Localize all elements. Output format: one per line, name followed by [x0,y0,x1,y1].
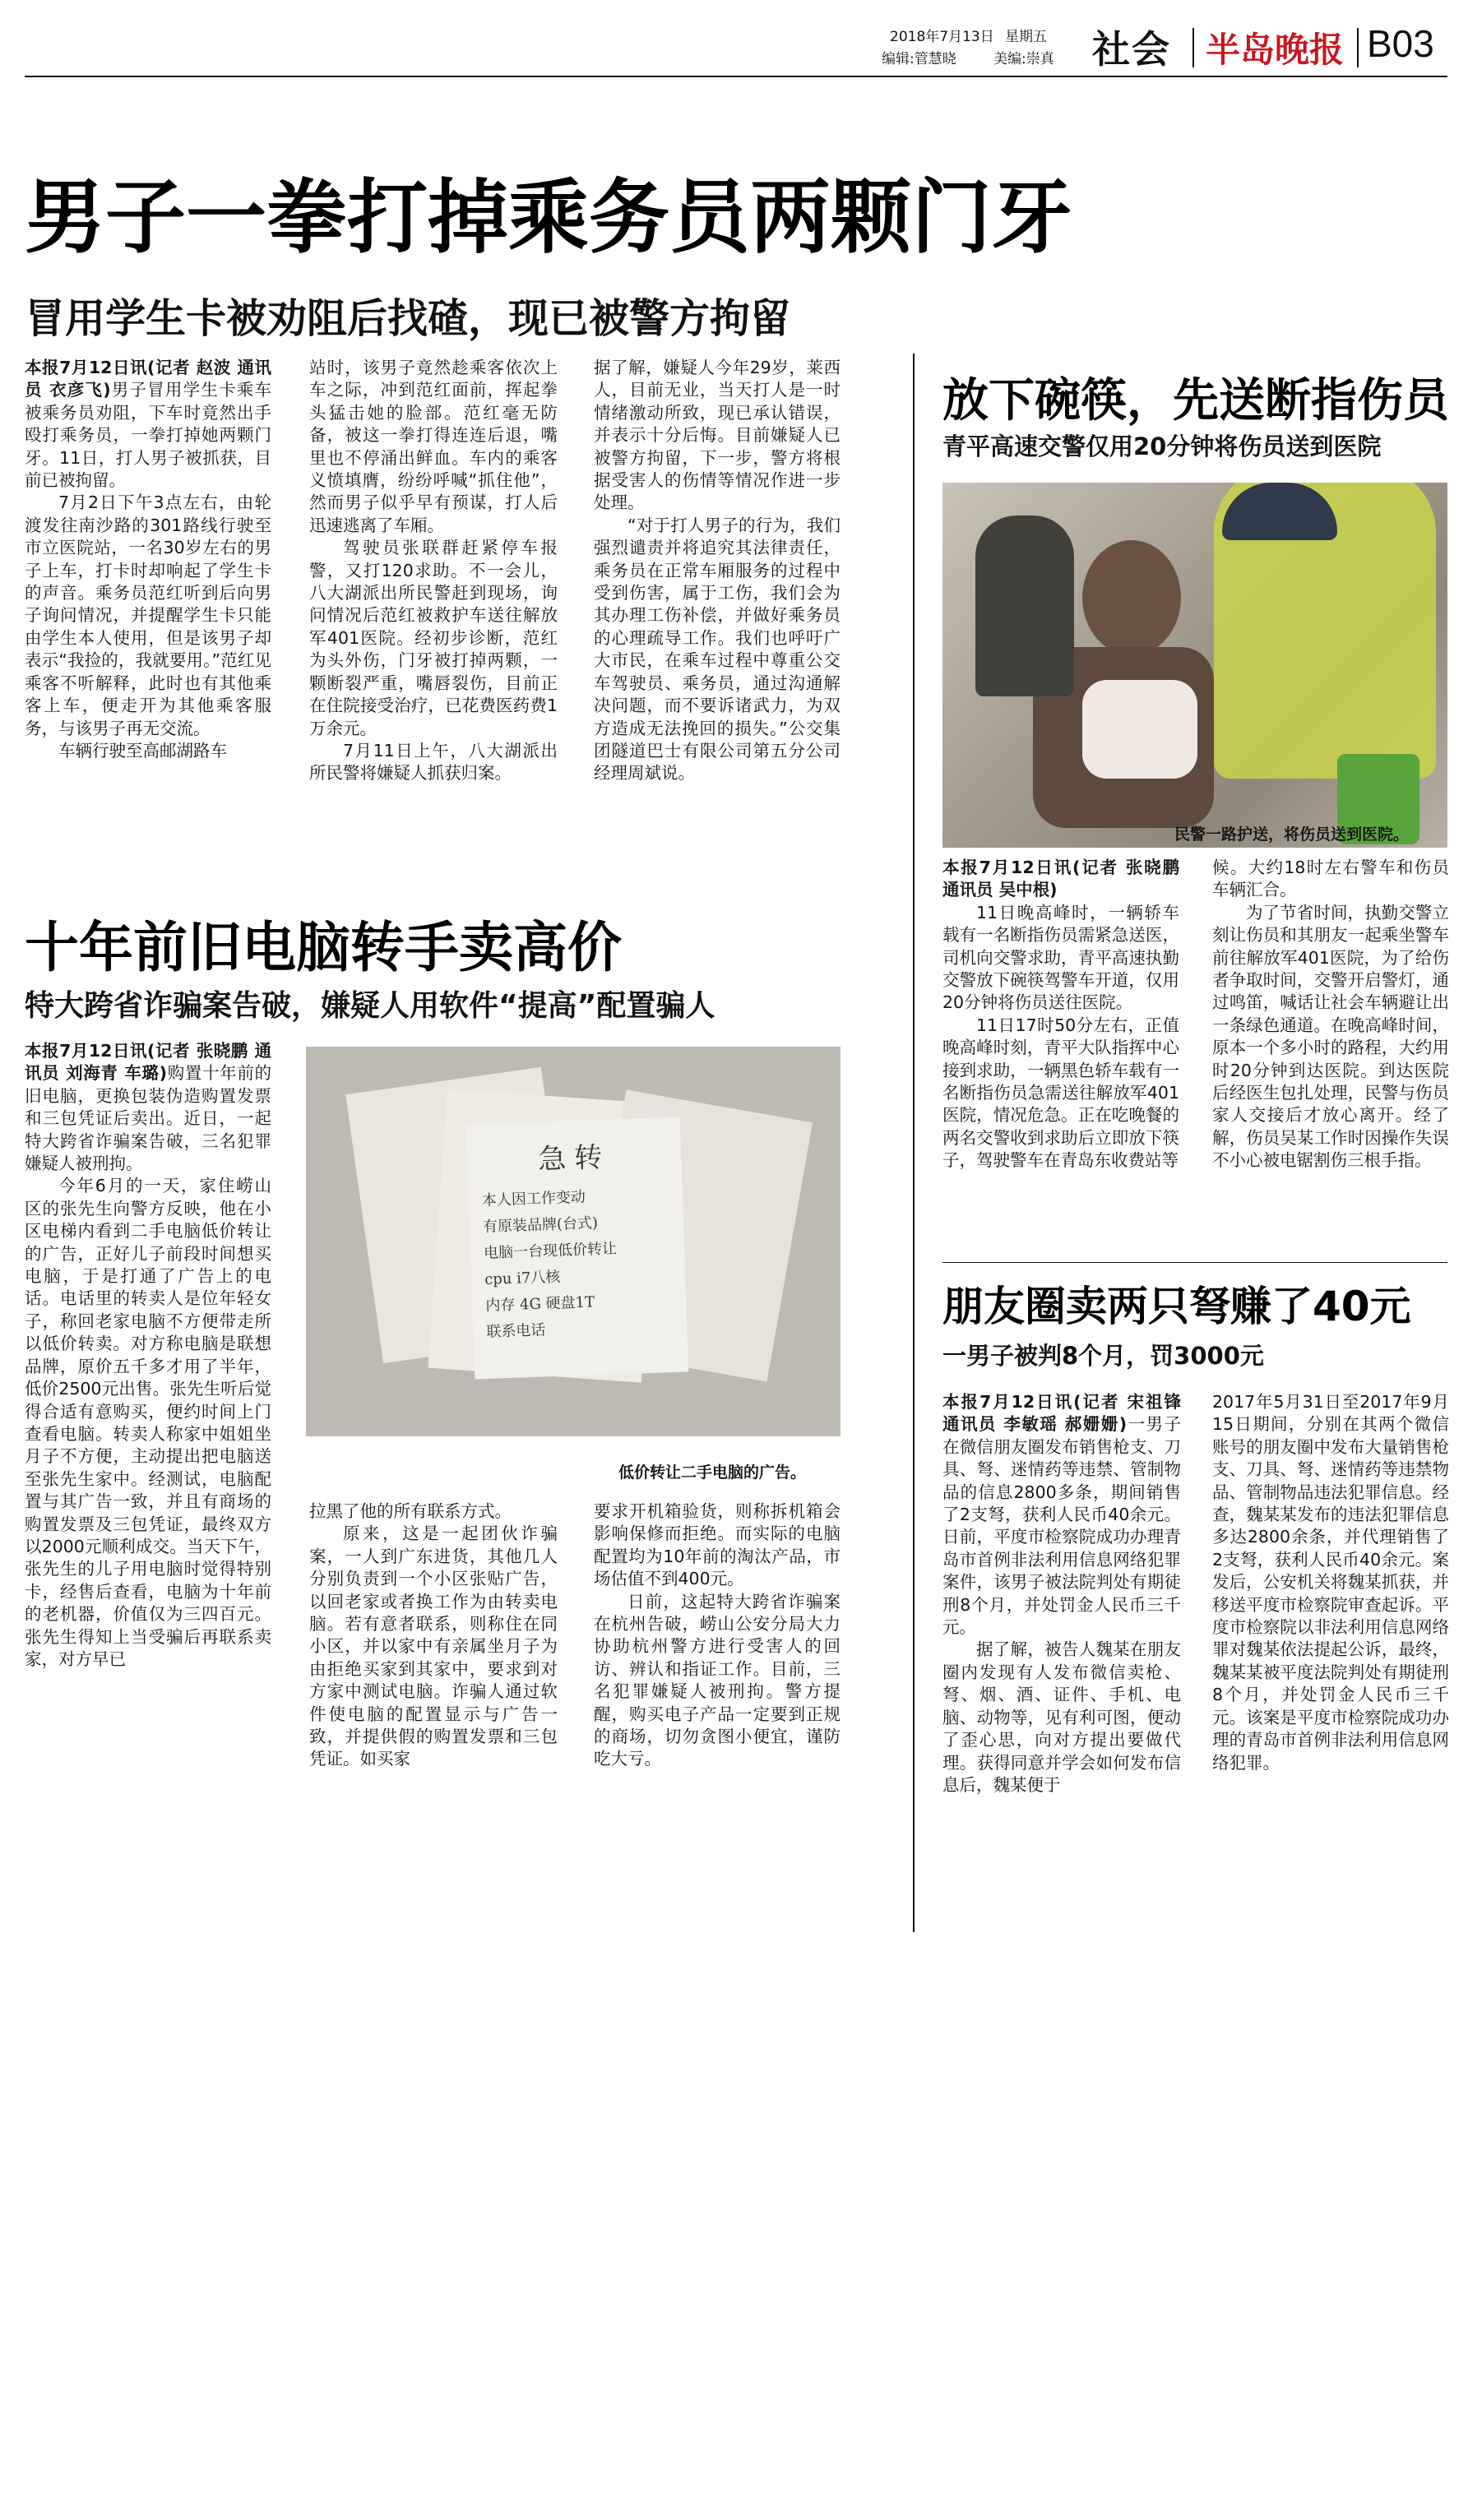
article1-col3: 据了解，嫌疑人今年29岁，莱西人，目前无业，当天打人是一时情绪激动所致，现已承认错误，并表示十分后悔。目前嫌疑人已被警方拘留，下一步，警方将根据受害人的伤情等情况作进一步处理。 “对于打人男子的行为，我们强烈谴责并将追究其法律责任，乘务员在正常车厢服务的过程中受到伤害，属于工伤，我们会为其办理工伤补偿，并做好乘务员的心理疏导工作。我们也呼吁广大市民，在乘车过程中尊重公交车驾驶员、乘务员，通过沟通解决问题，而不要诉诸武力，为双方造成无法挽回的损失。”公交集团隧道巴士有限公司第五分公司经理周斌说。 [594,358,841,784]
article1-headline: 男子一拳打掉乘务员两颗门牙 [25,171,1073,265]
flyer-line: 电脑一台现低价转让 [483,1240,618,1262]
police-photo [942,483,1447,848]
bandage [1082,680,1197,779]
article3-byline: 本报7月12日讯(记者 张晓鹏 通讯员 刘海青 车璐) [25,1041,271,1084]
masthead [0,0,1468,90]
flyer-line: 有原装品牌(台式) [482,1214,599,1236]
flyer-line: 联系电话 [486,1321,546,1341]
article2-subhead: 青平高速交警仅用20分钟将伤员送到医院 [942,432,1382,460]
masthead-section: 社会 [1092,27,1171,72]
article1-col2: 站时，该男子竟然趁乘客依次上车之际，冲到范红面前，挥起拳头猛击她的脸部。范红毫无防备，被这一拳打得连连后退，嘴里也不停涌出鲜血。车内的乘客义愤填膺，纷纷呼喊“抓住他”，然而男子似乎早有预谋，打人后迅速逃离了车厢。 驾驶员张联群赶紧停车报警，又打120求助。不一会儿，八大湖派出所民警赶到现场，询问情况后范红被救护车送往解放军401医院。经初步诊断，范红为头外伤，门牙被打掉两颗，一颗断裂严重，嘴唇裂伤，目前正在住院接受治疗，已花费医药费1万余元。 7月11日上午，八大湖派出所民警将嫌疑人抓获归案。 [309,358,558,784]
ad-flyer-caption: 低价转让二手电脑的广告。 [618,1463,807,1482]
article2-bottom-rule [942,1262,1447,1263]
article2-colA: 本报7月12日讯(记者 张晓鹏 通讯员 吴中根) 11日晚高峰时，一辆轿车载有一名断指伤员需紧急送医，司机向交警求助，青平高速执勤交警放下碗筷驾警车开道，仅用20分钟将伤员送往医院。 11日17时50分左右，正值晚高峰时刻，青平大队指挥中心接到求助，一辆黑色轿车载有一名断指伤员急需送往解放军401医院，情况危急。正在吃晚餐的两名交警收到求助后立即放下筷子，驾驶警车在青岛东收费站等 [942,858,1179,1171]
article3-col3: 要求开机箱验货，则称拆机箱会影响保修而拒绝。而实际的电脑配置均为10年前的淘汰产品，市场估值不到400元。 日前，这起特大跨省诈骗案在杭州告破，崂山公安分局大力协助杭州警方进行受害人的回访、辨认和指证工作。目前，三名犯罪嫌疑人被刑拘。警方提醒，购买电子产品一定要到正规的商场，切勿贪图小便宜，谨防吃大亏。 [594,1501,841,1769]
flyer-line: cpu i7八核 [484,1268,561,1288]
article1-col1: 本报7月12日讯(记者 赵波 通讯员 衣彦飞)男子冒用学生卡乘车被乘务员劝阻，下车时竟然出手殴打乘务员，一拳打掉她两颗门牙。11日，打人男子被抓获，目前已被拘留。 7月2日下午3点左右，由轮渡发往南沙路的301路线行驶至市立医院站，一名30岁左右的男子上车，打卡时却响起了学生卡的声音。乘务员范红听到后向男子询问情况，并提醒学生卡只能由学生本人使用，但是该男子却表示“我捡的，我就要用。”范红见乘客不听解释，此时也有其他乘客上车，便走开为其他乘客服务，与该男子再无交流。 车辆行驶至高邮湖路车 [25,358,271,761]
police-photo-caption: 民警一路护送，将伤员送到医院。 [1174,825,1410,844]
article3-col1: 本报7月12日讯(记者 张晓鹏 通讯员 刘海青 车璐)购置十年前的旧电脑，更换包装伪造购置发票和三包凭证后卖出。近日，一起特大跨省诈骗案告破，三名犯罪嫌疑人被刑拘。 今年6月的一天，家住崂山区的张先生向警方反映，他在小区电梯内看到二手电脑低价转让的广告，正好儿子前段时间想买电脑，于是打通了广告上的电话。电话里的转卖人是位年轻女子，称回老家电脑不方便带走所以低价转卖。对方称电脑是联想品牌，原价五千多才用了半年，低价2500元出售。张先生听后觉得合适有意购买，便约时间上门查看电脑。转卖人称家中姐姐坐月子不方便，主动提出把电脑送至张先生家中。经测试，电脑配置与其广告一致，并且有商场的购置发票及三包凭证，最终双方以2000元顺利成交。当天下午，张先生的儿子用电脑时觉得特别卡，经售后查看，电脑为十年前的老机器，价值仅为三四百元。张先生得知上当受骗后再联系卖家，对方早已 [25,1041,271,1669]
masthead-designer: 美编:崇真 [993,51,1054,67]
article4-headline: 朋友圈卖两只弩赚了40元 [942,1283,1411,1330]
article4-colA: 本报7月12日讯(记者 宋祖锋 通讯员 李敏瑶 郝姗姗)一男子在微信朋友圈发布销售枪支、刀具、弩、迷情药等违禁、管制物品的信息2800多条，期间销售了2支弩，获利人民币40余元。日前，平度市检察院成功办理青岛市首例非法利用信息网络犯罪案件，该男子被法院判处有期徒刑8个月，并处罚金人民币三千元。 据了解，被告人魏某在朋友圈内发现有人发布微信卖枪、弩、烟、酒、证件、手机、电脑、动物等，见有利可图，便动了歪心思，向对方提出要做代理。获得同意并学会如何发布信息后，魏某便于 [942,1392,1181,1795]
article3-headline: 十年前旧电脑转手卖高价 [25,916,622,979]
article3-subhead: 特大跨省诈骗案告破，嫌疑人用软件“提高”配置骗人 [25,989,715,1023]
helper-figure [975,516,1074,696]
article2-headline: 放下碗筷，先送断指伤员 [942,374,1449,428]
vertical-divider [913,354,915,1932]
injured-man-figure [1082,540,1181,655]
flyer-title: 急转 [537,1140,611,1177]
article2-byline: 本报7月12日讯(记者 张晓鹏 通讯员 吴中根) [942,858,1179,900]
page-number: B03 [1367,22,1434,65]
article4-byline: 本报7月12日讯(记者 宋祖锋 通讯员 李敏瑶 郝姗姗) [942,1392,1181,1435]
article1-subhead: 冒用学生卡被劝阻后找碴，现已被警方拘留 [25,295,791,342]
masthead-divider-2 [1357,28,1359,67]
article3-col2: 拉黑了他的所有联系方式。 原来，这是一起团伙诈骗案，一人到广东进货，其他几人分别负责到一个小区张贴广告，以回老家或者换工作为由转卖电脑。若有意者联系，则称住在同小区，并以家中有亲属坐月子为由拒绝买家到其家中，要求到对方家中测试电脑。诈骗人通过软件使电脑的配置显示与广告一致，并提供假的购置发票和三包凭证。如买家 [309,1501,558,1769]
masthead-editor: 编辑:管慧晓 [882,51,956,67]
masthead-weekday: 星期五 [1005,29,1047,45]
article1-byline: 本报7月12日讯(记者 赵波 通讯员 衣彦飞) [25,358,271,400]
ad-flyer-photo [306,1047,841,1436]
flyer-line: 内存 4G 硬盘1T [485,1293,595,1315]
masthead-rule [25,76,1447,77]
masthead-paper-logo: 半岛晚报 [1206,30,1345,70]
masthead-date: 2018年7月13日 [890,29,994,45]
flyer-line: 本人因工作变动 [481,1188,586,1210]
article4-colB: 2017年5月31日至2017年9月15日期间，分别在其两个微信账号的朋友圈中发布大量销售枪支、刀具、弩、迷情药等违禁物品、管制物品违法犯罪信息。经查，魏某某发布的违法犯罪信息多达2800余条，并代理销售了2支弩，获利人民币40余元。案发后，公安机关将魏某抓获，并移送平度市检察院审查起诉。平度市检察院以非法利用信息网络罪对魏某依法提起公诉，最终，魏某某被平度法院判处有期徒刑8个月，并处罚金人民币三千元。该案是平度市检察院成功办理的青岛市首例非法利用信息网络犯罪。 [1212,1392,1449,1773]
article4-subhead: 一男子被判8个月，罚3000元 [942,1342,1264,1370]
masthead-divider [1192,28,1194,67]
article2-colB: 候。大约18时左右警车和伤员车辆汇合。 为了节省时间，执勤交警立刻让伤员和其朋友一起乘坐警车前往解放军401医院，为了给伤者争取时间，交警开启警灯，通过鸣笛，喊话让社会车辆避让出一条绿色通道。在晚高峰时间，原本一个多小时的路程，大约用时20分钟到达医院。到达医院后经医生包扎处理，民警与伤员家人交接后才放心离开。经了解，伤员吴某工作时因操作失误不小心被电锯割伤三根手指。 [1212,858,1449,1171]
flyer-sheet-main [466,1117,689,1380]
